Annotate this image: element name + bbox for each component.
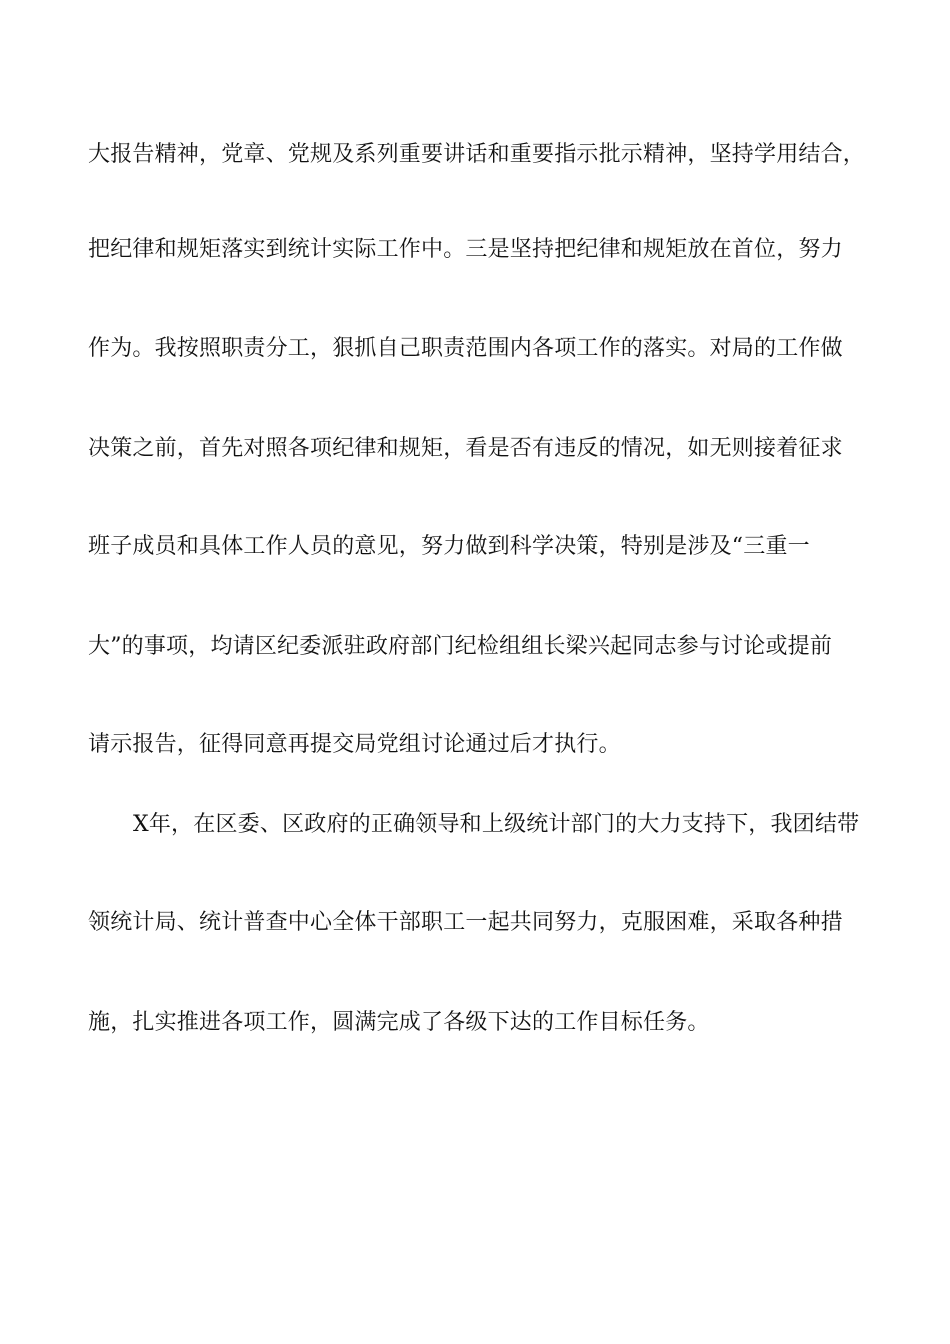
- paragraph-2-line-2: 领统计局、统计普查中心全体干部职工一起共同努力，克服困难，采取各种措: [88, 910, 843, 935]
- paragraph-1-line-6: 大”的事项，均请区纪委派驻政府部门纪检组组长梁兴起同志参与讨论或提前: [88, 634, 833, 659]
- paragraph-1-line-5: 班子成员和具体工作人员的意见，努力做到科学决策，特别是涉及“三重一: [88, 534, 810, 559]
- paragraph-1-line-2: 把纪律和规矩落实到统计实际工作中。三是坚持把纪律和规矩放在首位，努力: [88, 237, 843, 262]
- paragraph-1-line-3: 作为。我按照职责分工，狠抓自己职责范围内各项工作的落实。对局的工作做: [88, 336, 843, 361]
- paragraph-1-line-1: 大报告精神，党章、党规及系列重要讲话和重要指示批示精神，坚持学用结合，: [88, 142, 866, 167]
- paragraph-1-line-7: 请示报告，征得同意再提交局党组讨论通过后才执行。: [88, 732, 621, 757]
- paragraph-1-line-4: 决策之前，首先对照各项纪律和规矩，看是否有违反的情况，如无则接着征求: [88, 436, 843, 461]
- paragraph-2-line-1: X年，在区委、区政府的正确领导和上级统计部门的大力支持下，我团结带: [133, 812, 860, 837]
- paragraph-2-line-3: 施，扎实推进各项工作，圆满完成了各级下达的工作目标任务。: [88, 1010, 710, 1035]
